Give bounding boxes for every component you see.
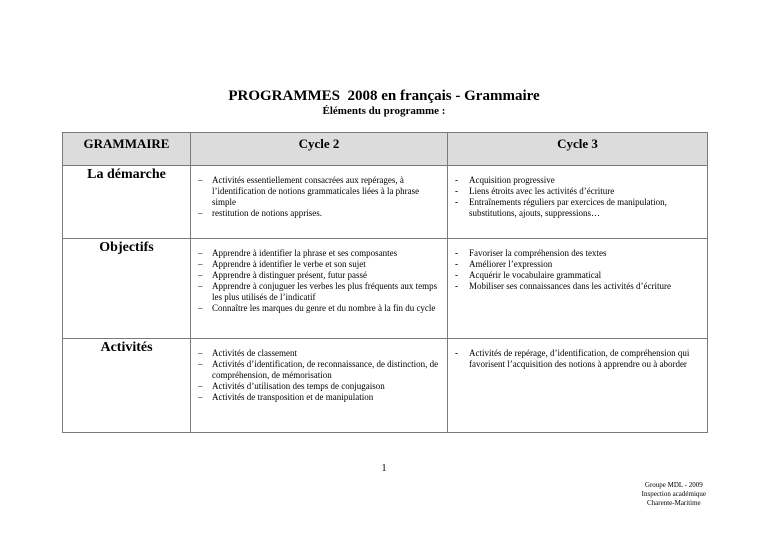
cell-objectifs-cycle3 [448, 239, 708, 339]
page-subtitle: Éléments du programme : [322, 105, 446, 117]
list-item: – Connaître les marques du genre et du nombre à la fin du cycle [198, 303, 436, 313]
dash-bullet: - [455, 175, 458, 185]
cell-demarche-cycle3 [448, 166, 708, 239]
dash-bullet: - [455, 248, 458, 258]
footer-credit-line: Groupe MDL - 2009 [644, 481, 703, 489]
list-item: - Améliorer l’expression [455, 259, 553, 269]
dash-bullet: – [198, 259, 203, 269]
list-item: – Activités d’utilisation des temps de conjugaison [198, 381, 385, 391]
dash-bullet: – [198, 392, 203, 402]
dash-bullet: - [455, 186, 458, 196]
table-row-objectifs [63, 239, 708, 339]
table-row-demarche [63, 166, 708, 239]
dash-bullet: – [198, 303, 203, 313]
cell-activites-cycle3 [448, 339, 708, 433]
dash-bullet: – [198, 359, 203, 369]
cell-demarche-cycle2 [191, 166, 448, 239]
list-item: – restitution de notions apprises. [198, 208, 322, 218]
list-item: – Activités de classement [198, 348, 297, 358]
dash-bullet: - [455, 281, 458, 291]
dash-bullet: - [455, 348, 458, 358]
list-item: – Activités de transposition et de manipulation [198, 392, 374, 402]
dash-bullet: – [198, 381, 203, 391]
header-cell-cycle3: Cycle 3 [448, 133, 708, 166]
cell-objectifs-cycle2 [191, 239, 448, 339]
footer-credit-line: Inspection académique [641, 490, 706, 498]
list-item: – Apprendre à conjuguer les verbes les plus fréquents aux temps les plus utilisés de l’indicatif [198, 281, 438, 302]
dash-bullet: – [198, 208, 203, 218]
list-item: – Apprendre à identifier le verbe et son sujet [198, 259, 366, 269]
dash-bullet: - [455, 197, 458, 207]
header-cell-grammaire: GRAMMAIRE [63, 133, 191, 166]
list-item: - Acquérir le vocabulaire grammatical [455, 270, 602, 280]
list-item: - Entraînements réguliers par exercices de manipulation, substitutions, ajouts, suppressions… [455, 197, 667, 218]
list-item: – Apprendre à identifier la phrase et ses composantes [198, 248, 398, 258]
dash-bullet: – [198, 175, 203, 185]
row-label-activites: Activités [63, 339, 191, 433]
page-title: PROGRAMMES 2008 en français - Grammaire [228, 88, 540, 104]
dash-bullet: – [198, 270, 203, 280]
row-label-la-demarche: La démarche [63, 166, 191, 239]
cell-activites-cycle2 [191, 339, 448, 433]
list-item: - Activités de repérage, d’identification, de compréhension qui favorisent l’acquisition des notions à apprendre ou à aborder [455, 348, 690, 369]
dash-bullet: - [455, 259, 458, 269]
dash-bullet: - [455, 270, 458, 280]
table-header-row [63, 133, 708, 166]
list-item: - Acquisition progressive [455, 175, 555, 185]
list-item: – Activités essentiellement consacrées aux repérages, à l’identification de notions grammaticales liées à la phrase simple [198, 175, 420, 207]
table-row-activites [63, 339, 708, 433]
dash-bullet: – [198, 281, 203, 291]
list-item: – Activités d’identification, de reconnaissance, de distinction, de compréhension, de mémorisation [198, 359, 439, 380]
list-item: – Apprendre à distinguer présent, futur passé [198, 270, 367, 280]
list-item: - Mobiliser ses connaissances dans les activités d’écriture [455, 281, 671, 291]
footer-credits [642, 481, 706, 508]
footer-credit-line: Charente-Maritime [647, 499, 701, 507]
header-cell-cycle2: Cycle 2 [191, 133, 448, 166]
dash-bullet: – [198, 248, 203, 258]
dash-bullet: – [198, 348, 203, 358]
row-label-objectifs: Objectifs [63, 239, 191, 339]
programme-table [62, 132, 708, 433]
page-number: 1 [381, 463, 387, 474]
list-item: - Favoriser la compréhension des textes [455, 248, 607, 258]
list-item: - Liens étroits avec les activités d’écriture [455, 186, 615, 196]
